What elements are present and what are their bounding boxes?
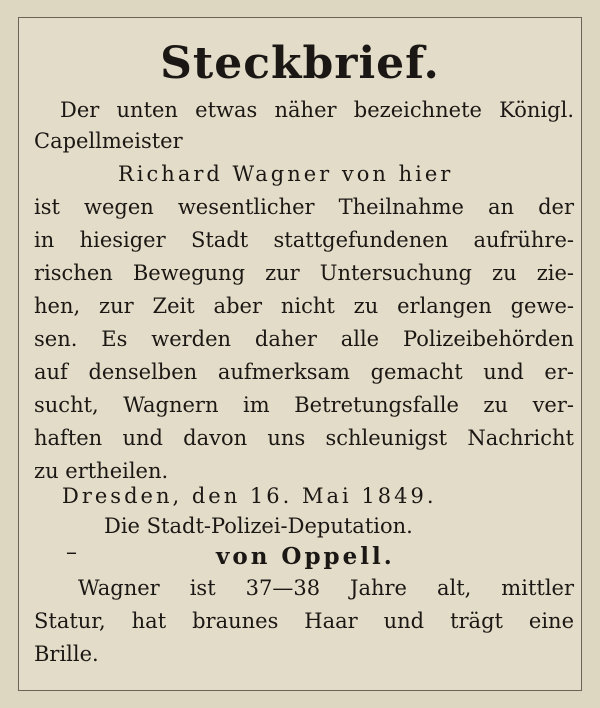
description-line-3: Brille. — [34, 642, 99, 666]
body-line-7: hen, zur Zeit aber nicht zu erlangen gewe- — [34, 294, 574, 318]
body-line-name: Richard Wagner von hier — [118, 162, 454, 186]
signature: von Oppell. — [216, 543, 395, 570]
body-line-12: zu ertheilen. — [34, 459, 169, 483]
body-line-6: rischen Bewegung zur Untersuchung zu zie- — [34, 261, 574, 285]
body-line-10: sucht, Wagnern im Betretungsfalle zu ver- — [34, 393, 574, 417]
body-line-9: auf denselben aufmerksam gemacht und er- — [34, 360, 574, 384]
notice-title: Steckbrief. — [160, 38, 440, 89]
body-line-2: Capellmeister — [34, 129, 183, 153]
body-line-11: haften und davon uns schleunigst Nachricht — [34, 426, 574, 450]
issuing-authority: Die Stadt-Polizei-Deputation. — [104, 514, 413, 538]
body-line-1: Der unten etwas näher bezeichnete Königl. — [60, 98, 574, 122]
body-line-4: ist wegen wesentlicher Theilnahme an der — [34, 195, 574, 219]
body-line-8: sen. Es werden daher alle Polizeibehörden — [34, 327, 574, 351]
place-date: Dresden, den 16. Mai 1849. — [62, 484, 437, 508]
dash-mark: – — [66, 540, 77, 565]
description-line-1: Wagner ist 37—38 Jahre alt, mittler — [78, 576, 574, 600]
description-line-2: Statur, hat braunes Haar und trägt eine — [34, 609, 574, 633]
body-line-5: in hiesiger Stadt stattgefundenen aufrühre- — [34, 228, 574, 252]
